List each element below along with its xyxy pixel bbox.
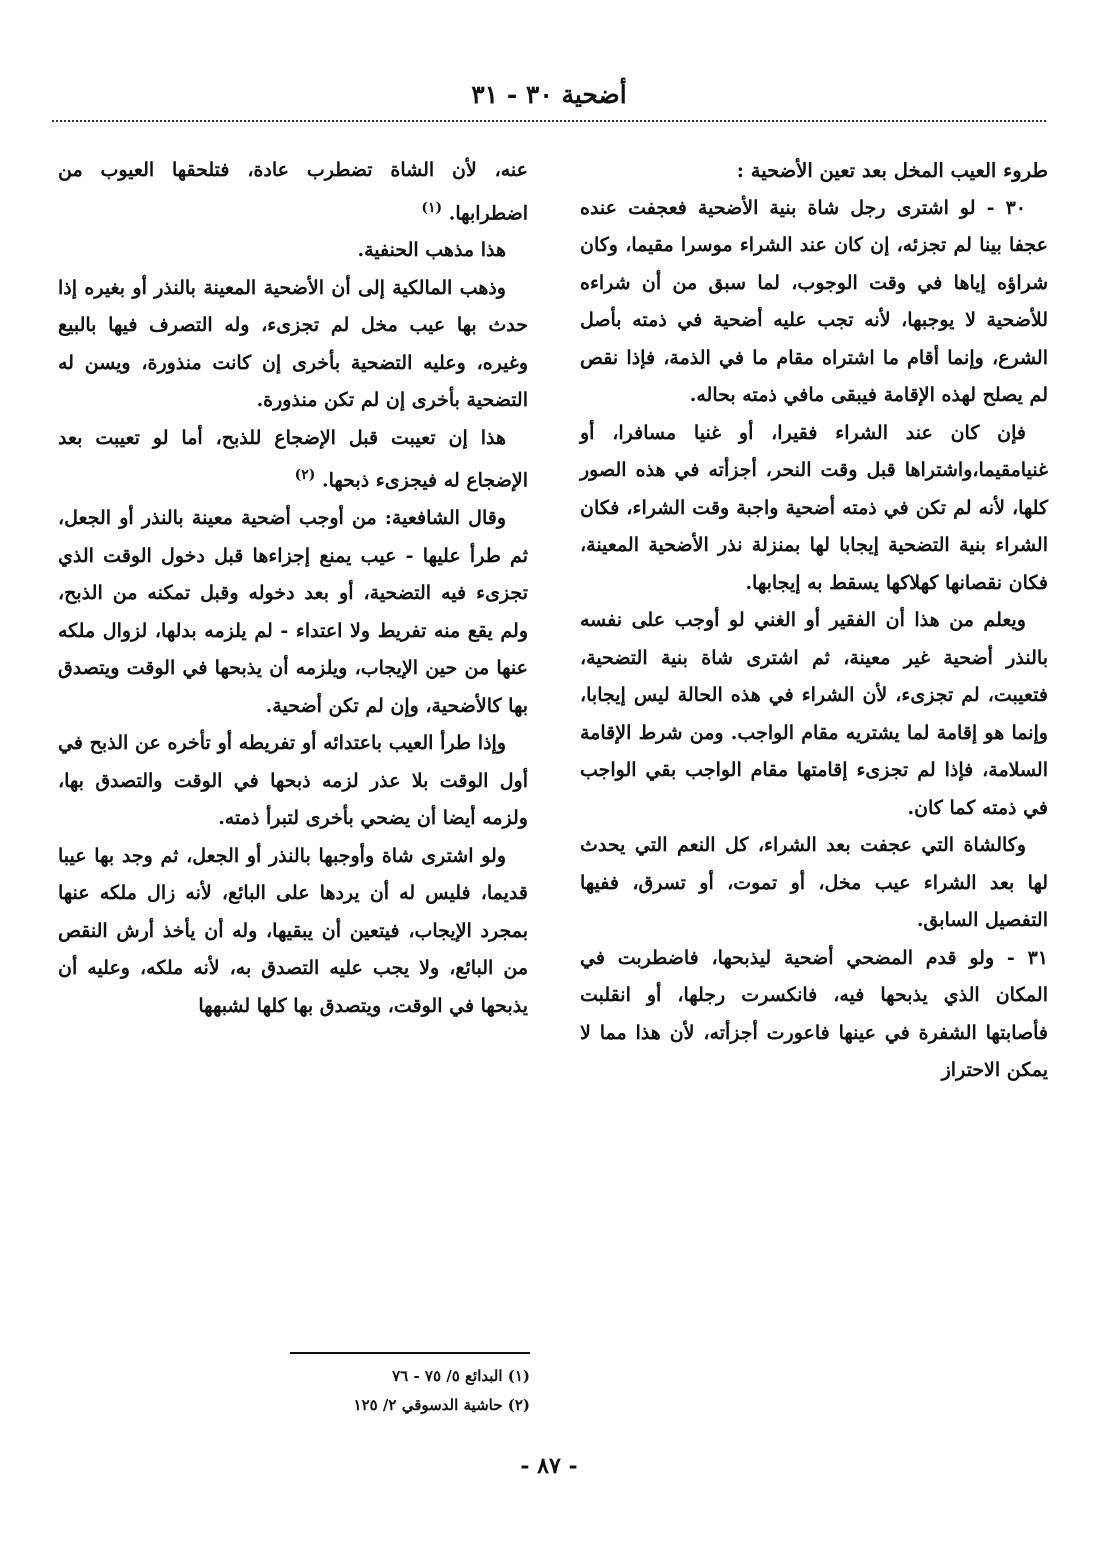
page-number: - ٨٧ -	[520, 1453, 578, 1479]
paragraph: وإذا طرأ العيب باعتدائه أو تفريطه أو تأخره عن الذبح في أول الوقت بلا عذر لزمه ذبحها في الوقت والتصدق بها، ولزمه أيضا أن يضحي بأخرى لتبرأ ذمته.	[58, 732, 528, 830]
paragraph: هذا مذهب الحنفية.	[357, 239, 506, 262]
paragraph: وقال الشافعية: من أوجب أضحية معينة بالنذر أو الجعل، ثم طرأ عليها - عيب يمنع إجزاءها قبل دخول الوقت الذي تجزىء فيه التضحية، أو بعد دخوله وقبل تمكنه من الذبح، ولم يقع منه تفريط ولا اعتداء - لم يلزمه بدلها، لزوال ملكه عنها من حين الإيجاب، ويلزمه أن يذبحها في الوقت ويتصدق بها كالأضحية، وإن لم تكن أضحية.	[58, 507, 528, 717]
footnote: (١) البدائع ٥/ ٧٥ - ٧٦	[392, 1367, 530, 1385]
paragraph: وكالشاة التي عجفت بعد الشراء، كل النعم التي يحدث لها بعد الشراء عيب مخل، أو تموت، أو تسرق، ففيها التفصيل السابق.	[580, 834, 1048, 931]
footnotes	[240, 1362, 530, 1420]
paragraph	[58, 152, 528, 232]
paragraph: ٣١ - ولو قدم المضحي أضحية ليذبحها، فاضطربت في المكان الذي يذبحها فيه، فانكسرت رجلها، أو انقلبت فأصابتها الشفرة في عينها فاعورت أجزأته، لأن هذا مما لا يمكن الاحتراز	[580, 946, 1048, 1081]
footnote-ref: (٢)	[294, 467, 316, 484]
paragraph: وذهب المالكية إلى أن الأضحية المعينة بالنذر أو بغيره إذا حدث بها عيب مخل لم تجزىء، وله التصرف فيها بالبيع وغيره، وعليه التضحية بأخرى إن كانت منذورة، ويسن له التضحية بأخرى إن لم تكن منذورة.	[58, 276, 528, 412]
paragraph	[58, 420, 528, 500]
paragraph: ٣٠ - لو اشترى رجل شاة بنية الأضحية فعجفت عنده عجفا بينا لم تجزئه، إن كان عند الشراء موسرا مقيما، وكان شراؤه إياها في وقت الوجوب، لما سبق من أن شراءه للأضحية لا يوجبها، لأنه تجب عليه أضحية في ذمته بأصل الشرع، وإنما أقام ما اشتراه مقام ما في الذمة، فإذا نقص لم يصلح لهذه الإقامة فيبقى مافي ذمته بحاله.	[580, 196, 1048, 406]
footnote-ref: (١)	[421, 199, 443, 216]
running-header: أضحية ٣٠ - ٣١	[471, 80, 627, 109]
footnote: (٢) حاشية الدسوقي ٢/ ١٢٥	[353, 1396, 530, 1414]
left-column	[58, 152, 528, 1025]
paragraph: فإن كان عند الشراء فقيرا، أو غنيا مسافرا، أو غنيامقيما،واشتراها قبل وقت النحر، أجزأته في هذه الصور كلها، لأنه لم تكن في ذمته أضحية واجبة وقت الشراء، فكان الشراء بنية التضحية إيجابا لها بمنزلة نذر الأضحية المعينة، فكان نقصانها كهلاكها يسقط به إيجابها.	[580, 421, 1049, 594]
paragraph-text: هذا إن تعيبت قبل الإضجاع للذبح، أما لو تعيبت بعد الإضجاع له فيجزىء ذبحها.	[58, 426, 528, 492]
paragraph: ولو اشترى شاة وأوجبها بالنذر أو الجعل، ثم وجد بها عيبا قديما، فليس له أن يردها على البائع، لأنه زال ملكه عنها بمجرد الإيجاب، فيتعين أن يبقيها، وله أن يأخذ أرش النقص من البائع، ولا يجب عليه التصدق به، لأنه ملكه، وعليه أن يذبحها في الوقت، ويتصدق بها كلها لشبهها	[58, 844, 528, 1017]
right-column	[580, 152, 1048, 1090]
section-heading: طروء العيب المخل بعد تعين الأضحية :	[736, 159, 1048, 182]
paragraph-text: عنه، لأن الشاة تضطرب عادة، فتلحقها العيوب من اضطرابها.	[58, 159, 528, 224]
paragraph: ويعلم من هذا أن الفقير أو الغني لو أوجب على نفسه بالنذر أضحية غير معينة، ثم اشترى شاة بنية التضحية، فتعيبت، لم تجزىء، لأن الشراء في هذه الحالة ليس إيجابا، وإنما هو إقامة لما يشتريه مقام الواجب. ومن شرط الإقامة السلامة، فإذا لم تجزىء إقامتها مقام الواجب بقي الواجب في ذمته كما كان.	[580, 609, 1048, 819]
footnote-rule	[290, 1352, 530, 1354]
header-dotted-rule	[52, 120, 1046, 122]
